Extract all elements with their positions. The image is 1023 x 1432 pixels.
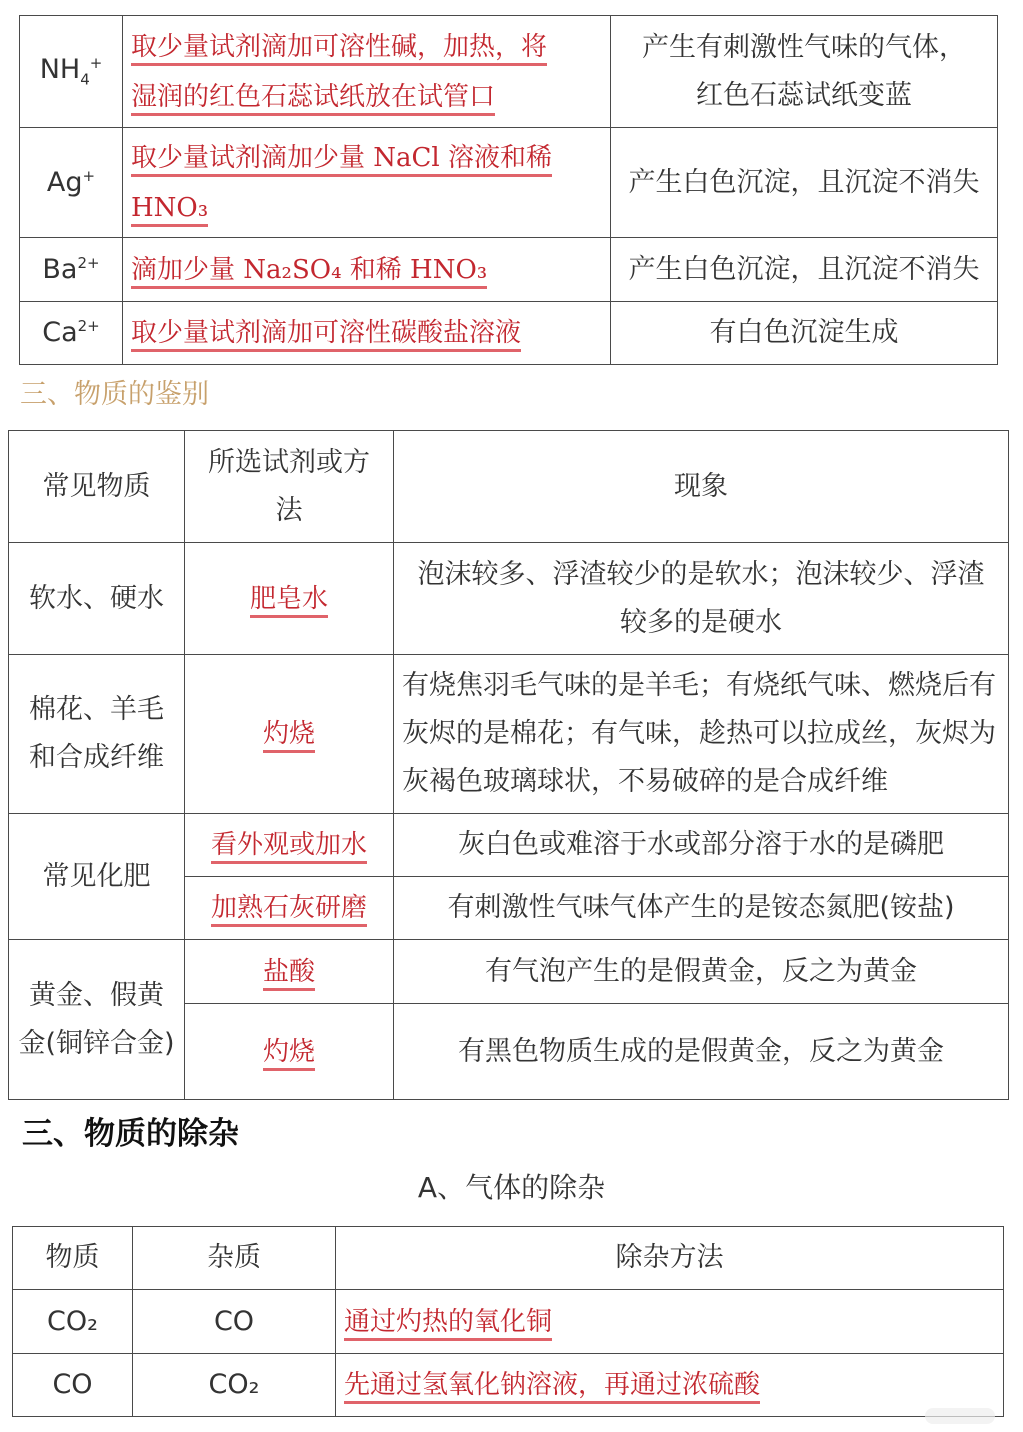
identification-table — [8, 430, 1009, 1100]
ion-cell: $Ba^{2+}$ — [20, 238, 123, 302]
table-row — [13, 1354, 1004, 1417]
method-cell: 滴加少量 Na₂SO₄ 和稀 HNO₃ — [123, 238, 611, 302]
phenomenon-cell: 有黑色物质生成的是假黄金，反之为黄金 — [394, 1004, 1009, 1100]
header-method: 除杂方法 — [336, 1227, 1004, 1290]
method-cell: 通过灼热的氧化铜 — [336, 1290, 1004, 1354]
section-subtitle-gas: A、气体的除杂 — [417, 1171, 606, 1204]
header-substance: 物质 — [13, 1227, 133, 1290]
header-method: 所选试剂或方法 — [185, 431, 394, 543]
ion-cell: $Ca^{2+}$ — [20, 302, 123, 365]
table-row — [13, 1290, 1004, 1354]
table-row — [9, 940, 1009, 1004]
section-title-identification: 三、物质的鉴别 — [20, 379, 209, 410]
table-row — [20, 16, 998, 128]
header-impurity: 杂质 — [133, 1227, 336, 1290]
table-row — [20, 238, 998, 302]
section-title-purification: 三、物质的除杂 — [22, 1116, 239, 1152]
impurity-cell: CO₂ — [133, 1354, 336, 1417]
method-cell: 取少量试剂滴加可溶性碱，加热，将 湿润的红色石蕊试纸放在试管口 — [123, 16, 611, 128]
substance-cell: CO — [13, 1354, 133, 1417]
phenomenon-cell: 灰白色或难溶于水或部分溶于水的是磷肥 — [394, 814, 1009, 877]
substance-cell: 软水、硬水 — [9, 543, 185, 655]
impurity-cell: CO — [133, 1290, 336, 1354]
phenomenon-cell: 产生有刺激性气味的气体， 红色石蕊试纸变蓝 — [611, 16, 998, 128]
table-header-row — [9, 431, 1009, 543]
phenomenon-cell: 泡沫较多、浮渣较少的是软水；泡沫较少、浮渣较多的是硬水 — [394, 543, 1009, 655]
table-row — [9, 543, 1009, 655]
phenomenon-cell: 产生白色沉淀，且沉淀不消失 — [611, 128, 998, 238]
header-substance: 常见物质 — [9, 431, 185, 543]
purification-table — [12, 1226, 1004, 1417]
method-cell: 灼烧 — [185, 1004, 394, 1100]
phenomenon-cell: 有刺激性气味气体产生的是铵态氮肥(铵盐) — [394, 877, 1009, 940]
phenomenon-cell: 有烧焦羽毛气味的是羊毛；有烧纸气味、燃烧后有灰烬的是棉花；有气味，趁热可以拉成丝，灰烬为灰褐色玻璃球状，不易破碎的是合成纤维 — [394, 655, 1009, 814]
table-row — [9, 814, 1009, 877]
method-cell: 取少量试剂滴加可溶性碳酸盐溶液 — [123, 302, 611, 365]
method-cell: 盐酸 — [185, 940, 394, 1004]
substance-cell: 黄金、假黄金(铜锌合金) — [9, 940, 185, 1100]
method-cell: 灼烧 — [185, 655, 394, 814]
ion-cell: Ag+ — [20, 128, 123, 238]
watermark — [925, 1408, 995, 1424]
phenomenon-cell: 有白色沉淀生成 — [611, 302, 998, 365]
substance-cell: 常见化肥 — [9, 814, 185, 940]
substance-cell: CO₂ — [13, 1290, 133, 1354]
ion-test-table — [19, 15, 998, 365]
table-row — [20, 302, 998, 365]
phenomenon-cell: 产生白色沉淀，且沉淀不消失 — [611, 238, 998, 302]
table-header-row — [13, 1227, 1004, 1290]
header-phenomenon: 现象 — [394, 431, 1009, 543]
method-cell: 看外观或加水 — [185, 814, 394, 877]
method-cell: 先通过氢氧化钠溶液，再通过浓硫酸 — [336, 1354, 1004, 1417]
method-cell: 加熟石灰研磨 — [185, 877, 394, 940]
method-cell: 肥皂水 — [185, 543, 394, 655]
method-cell: 取少量试剂滴加少量 NaCl 溶液和稀 HNO₃ — [123, 128, 611, 238]
phenomenon-cell: 有气泡产生的是假黄金，反之为黄金 — [394, 940, 1009, 1004]
table-row — [20, 128, 998, 238]
table-row — [9, 655, 1009, 814]
substance-cell: 棉花、羊毛和合成纤维 — [9, 655, 185, 814]
ion-cell: $NH_4^+$ — [20, 16, 123, 128]
